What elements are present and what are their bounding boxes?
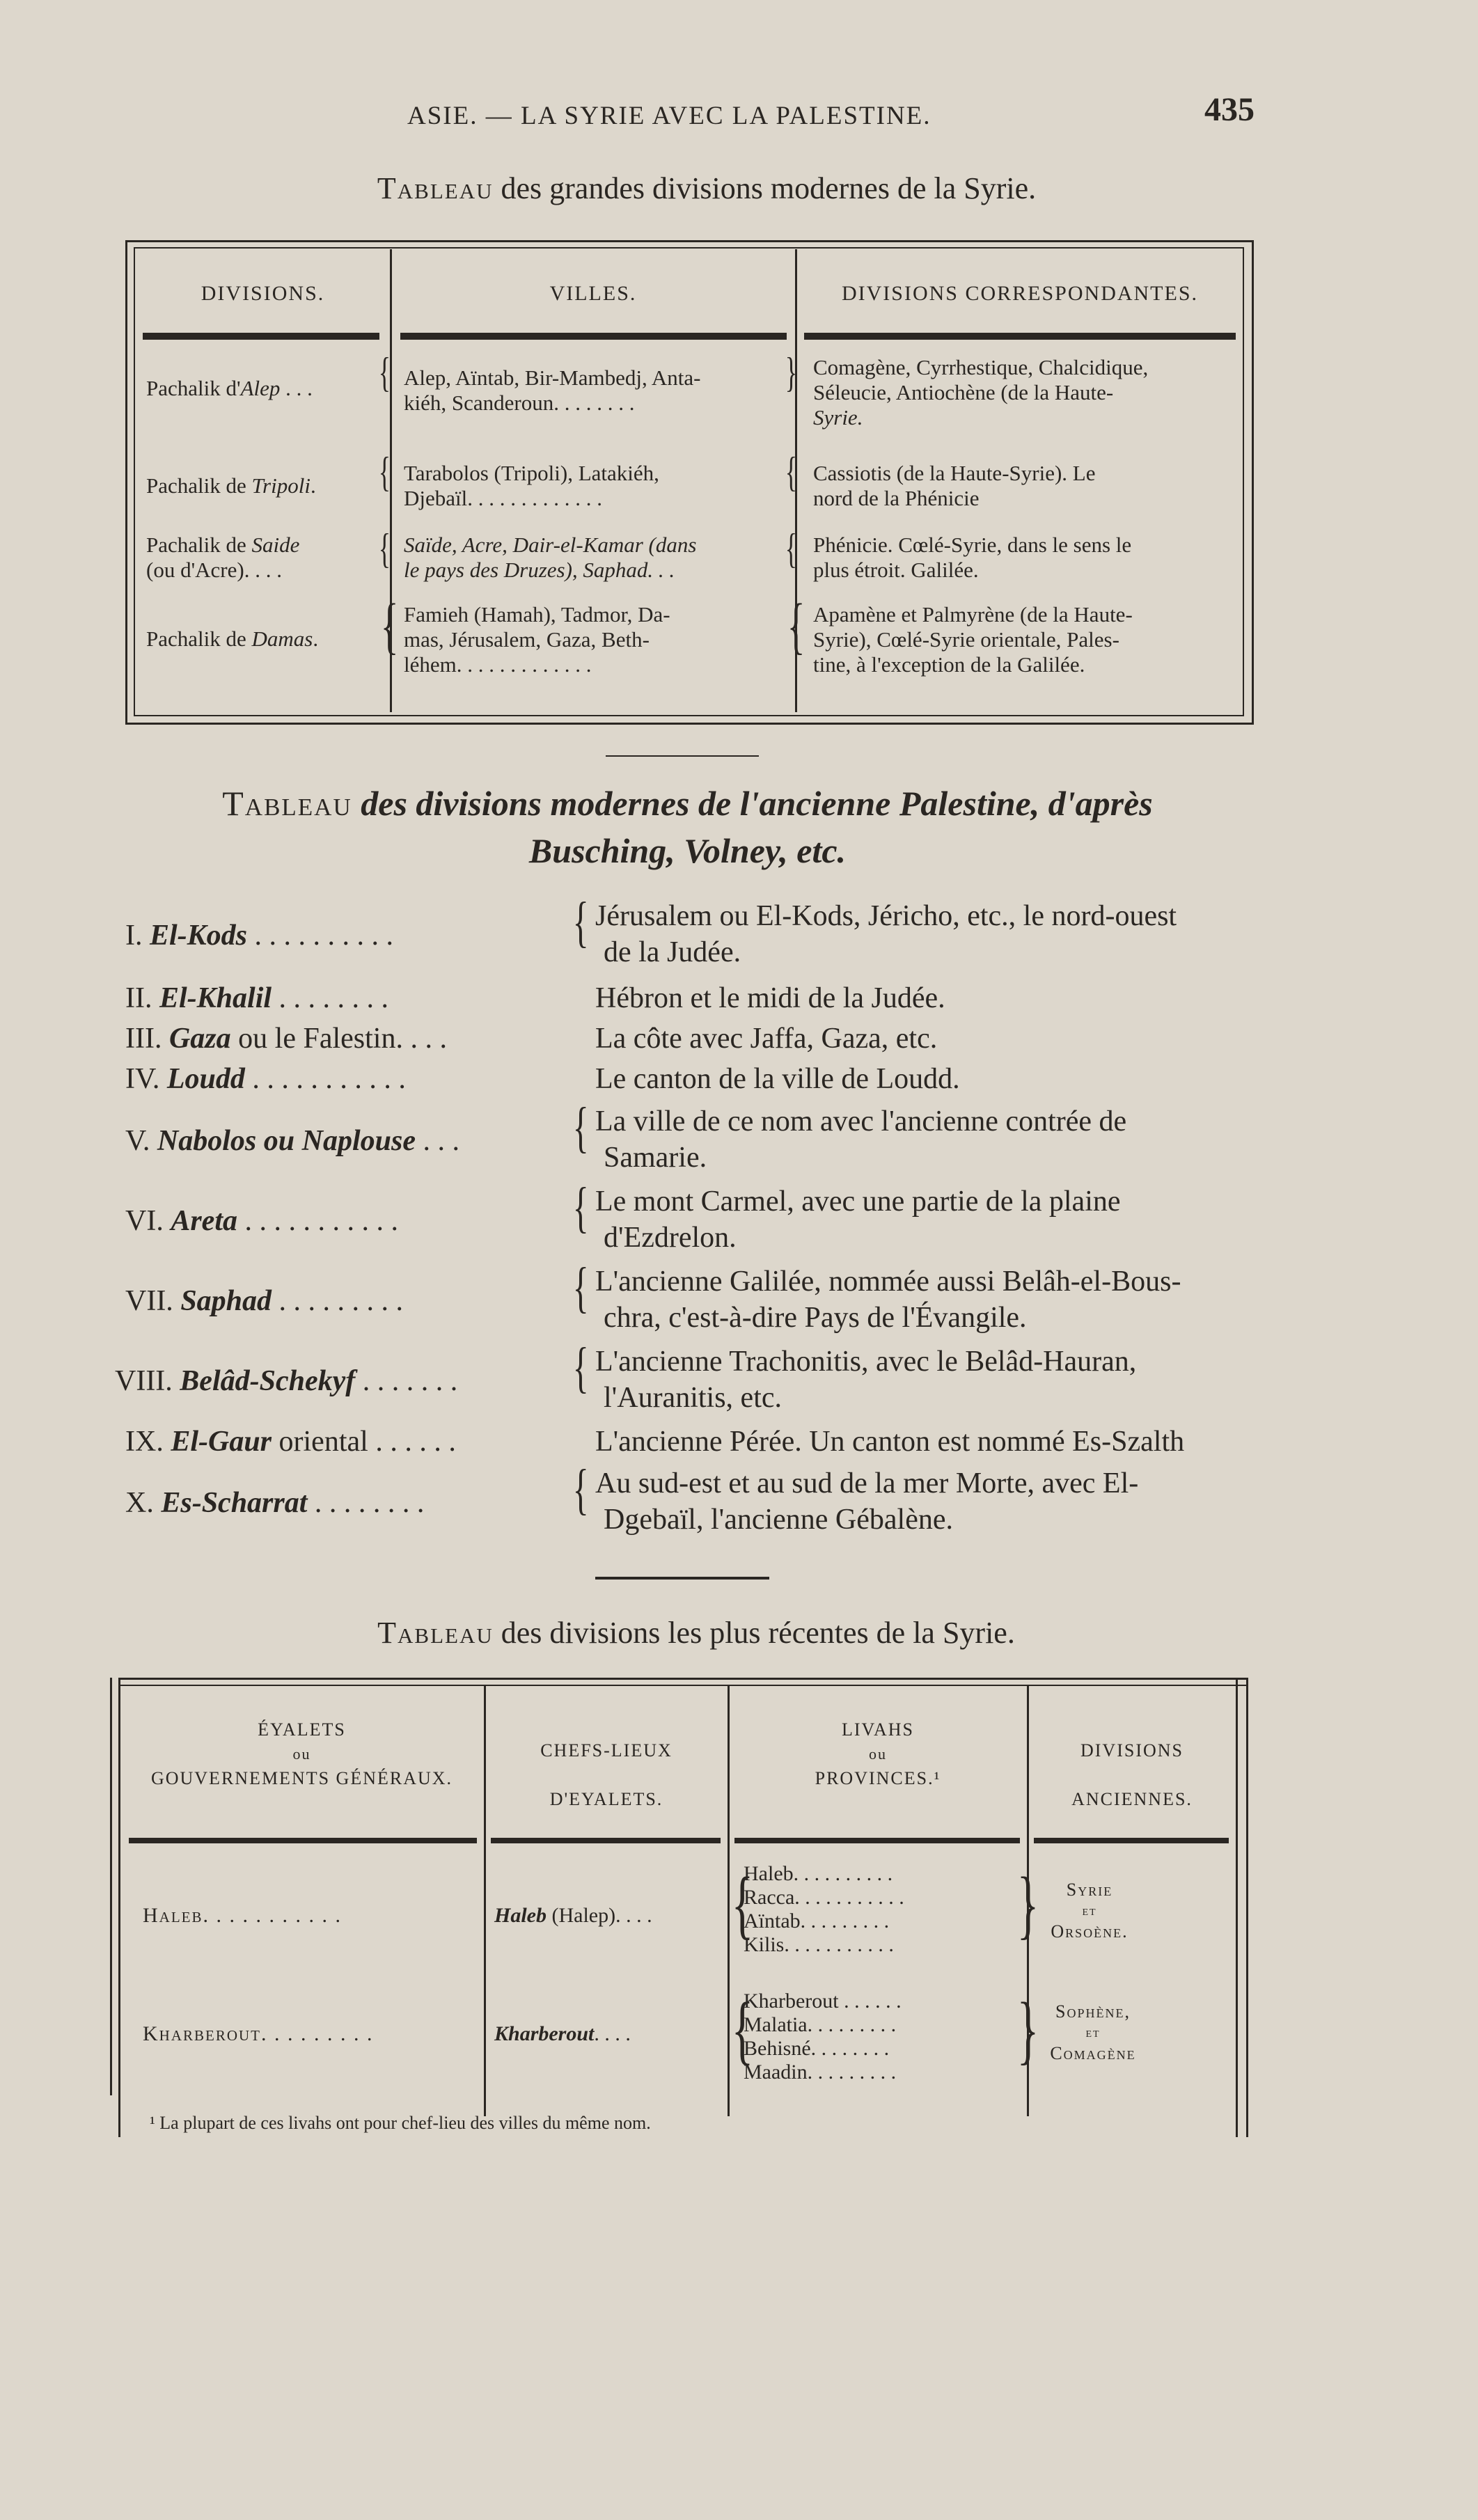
table3-header-rule xyxy=(491,1838,721,1843)
table1-title-rest: des grandes divisions modernes de la Syrie. xyxy=(501,171,1037,205)
table2-row-desc: L'ancienne Trachonitis, avec le Belâd-Hauran, l'Auranitis, etc. xyxy=(595,1346,1137,1414)
table2-row-label: IX. El-Gaur oriental . . . . . . xyxy=(125,1426,456,1458)
table2-title-cap: Tableau xyxy=(222,784,352,823)
table2-row-label: VI. Areta . . . . . . . . . . . xyxy=(125,1205,398,1237)
section-separator xyxy=(595,1577,769,1580)
table1-correspondantes: Comagène, Cyrrhestique, Chalcidique, Séleucie, Antiochène (de la Haute- Syrie. xyxy=(813,355,1149,430)
table2-row-label: III. Gaza ou le Falestin. . . . xyxy=(125,1023,447,1055)
table2-row-desc: L'ancienne Pérée. Un canton est nommé Es-Szalth xyxy=(595,1426,1185,1458)
table1-correspondantes: Cassiotis (de la Haute-Syrie). Le nord de la Phénicie xyxy=(813,461,1096,510)
brace: { xyxy=(572,892,589,953)
table1-correspondantes: Apamène et Palmyrène (de la Haute- Syrie), Cœlé-Syrie orientale, Pales- tine, à l'exception de la Galilée. xyxy=(813,602,1133,677)
table1-header-correspondantes: DIVISIONS CORRESPONDANTES. xyxy=(841,282,1199,305)
table3-header-livahs: LIVAHS ou PROVINCES.¹ xyxy=(815,1719,941,1788)
table1-title xyxy=(299,171,1114,206)
brace: { xyxy=(785,526,798,572)
table3-anciennes: Sophène, et Comagène xyxy=(1050,2001,1136,2063)
table1-header-divisions: DIVISIONS. xyxy=(201,282,325,305)
brace: { xyxy=(572,1337,589,1399)
table1-villes: Famieh (Hamah), Tadmor, Da- mas, Jérusalem, Gaza, Beth- léhem. . . . . . . . . . . . . xyxy=(404,602,670,677)
table3-livahs: Haleb. . . . . . . . . . Racca. . . . . . . . . . . Aïntab. . . . . . . . . Kilis. . . . . . . . . . . xyxy=(744,1862,904,1956)
table1-header-rule xyxy=(804,333,1236,340)
table2-title xyxy=(125,780,1250,874)
table3-header-anciennes: DIVISIONS ANCIENNES. xyxy=(1071,1740,1193,1809)
table3-eyalet: Kharberout. . . . . . . . . xyxy=(143,2022,374,2045)
table3-chef-lieu: Haleb (Halep). . . . xyxy=(494,1904,652,1927)
table1-title-cap: Tableau xyxy=(377,171,494,205)
brace: { xyxy=(572,1097,589,1158)
table1-division: Pachalik de Saide (ou d'Acre). . . . xyxy=(146,533,300,582)
table3-header-eyalets: ÉYALETS ou GOUVERNEMENTS GÉNÉRAUX. xyxy=(150,1719,453,1788)
table2-row-label: II. El-Khalil . . . . . . . . xyxy=(125,982,389,1014)
table3-eyalet: Haleb. . . . . . . . . . . xyxy=(143,1904,342,1927)
brace: } xyxy=(1016,1987,1039,2072)
table1-division: Pachalik de Tripoli. xyxy=(146,473,316,498)
table2-row-label: V. Nabolos ou Naplouse . . . xyxy=(125,1125,459,1157)
brace: { xyxy=(787,592,805,661)
table3-border xyxy=(1236,1678,1238,2137)
table1-header-rule xyxy=(143,333,379,340)
brace: { xyxy=(731,1987,754,2072)
section-separator xyxy=(606,755,759,757)
brace: } xyxy=(785,349,798,395)
table3-header-chefs-lieux: CHEFS-LIEUX D'EYALETS. xyxy=(540,1740,673,1809)
brace: { xyxy=(572,1177,589,1238)
brace: { xyxy=(572,1257,589,1318)
table3-chef-lieu: Kharberout. . . . xyxy=(494,2022,631,2045)
table3-header-rule xyxy=(1034,1838,1229,1843)
table3-top-rule xyxy=(118,1678,1246,1680)
brace: { xyxy=(785,449,798,495)
table2-title-line1: des divisions modernes de l'ancienne Palestine, d'après xyxy=(361,784,1153,823)
table1-header-villes: VILLES. xyxy=(549,282,637,305)
page-number: 435 xyxy=(1204,91,1255,128)
table2-row-desc: La côte avec Jaffa, Gaza, etc. xyxy=(595,1023,938,1055)
table2-row-desc: Jérusalem ou El-Kods, Jéricho, etc., le nord-ouest de la Judée. xyxy=(595,900,1177,968)
table1-villes: Saïde, Acre, Dair-el-Kamar (dans le pays des Druzes), Saphad. . . xyxy=(404,533,697,582)
table3-footnote: ¹ La plupart de ces livahs ont pour chef-lieu des villes du même nom. xyxy=(150,2113,651,2133)
table2-row-label: IV. Loudd . . . . . . . . . . . xyxy=(125,1063,406,1095)
table1-villes: Tarabolos (Tripoli), Latakiéh, Djebaïl. . . . . . . . . . . . . xyxy=(404,461,659,510)
table2-row-desc: Le canton de la ville de Loudd. xyxy=(595,1063,960,1095)
brace: { xyxy=(378,449,391,495)
brace: { xyxy=(378,526,391,572)
brace: { xyxy=(380,592,399,661)
table2-row-desc: Hébron et le midi de la Judée. xyxy=(595,982,945,1014)
table3-border xyxy=(1246,1678,1248,2137)
table3-title xyxy=(209,1615,1184,1651)
table3-anciennes: Syrie et Orsoène. xyxy=(1051,1880,1129,1942)
table2-row-desc: Le mont Carmel, avec une partie de la plaine d'Ezdrelon. xyxy=(595,1186,1121,1254)
table2-row-desc: L'ancienne Galilée, nommée aussi Belâh-el-Bous- chra, c'est-à-dire Pays de l'Évangile. xyxy=(595,1266,1181,1334)
table3-header-rule xyxy=(734,1838,1020,1843)
table3-border xyxy=(110,1678,112,2095)
table2-row-label: I. El-Kods . . . . . . . . . . xyxy=(125,920,394,952)
brace: { xyxy=(378,349,391,395)
table3-title-cap: Tableau xyxy=(377,1616,494,1650)
table3-header-rule xyxy=(129,1838,477,1843)
table1-villes: Alep, Aïntab, Bir-Mambedj, Anta- kiéh, Scanderoun. . . . . . . . xyxy=(404,365,701,415)
table3-livahs: Kharberout . . . . . . Malatia. . . . . . . . . Behisné. . . . . . . . Maadin. . . . . . . . . xyxy=(744,1990,902,2084)
table2-row-desc: Au sud-est et au sud de la mer Morte, avec El- Dgebaïl, l'ancienne Gébalène. xyxy=(595,1467,1139,1536)
table2-row-desc: La ville de ce nom avec l'ancienne contrée de Samarie. xyxy=(595,1105,1127,1174)
table2-title-line2: Busching, Volney, etc. xyxy=(528,831,847,870)
table2-row-label: VII. Saphad . . . . . . . . . xyxy=(125,1285,404,1317)
brace: { xyxy=(572,1459,589,1520)
table1-division: Pachalik de Damas. xyxy=(146,627,319,651)
running-title: ASIE. — LA SYRIE AVEC LA PALESTINE. xyxy=(407,102,931,130)
table3-top-rule xyxy=(118,1685,1246,1686)
brace: } xyxy=(1016,1861,1039,1946)
brace: { xyxy=(731,1861,754,1946)
table2-row-label: VIII. Belâd-Schekyf . . . . . . . xyxy=(115,1365,458,1397)
table1-header-rule xyxy=(400,333,787,340)
table1-correspondantes: Phénicie. Cœlé-Syrie, dans le sens le plus étroit. Galilée. xyxy=(813,533,1132,582)
table1-division: Pachalik d'Alep . . . xyxy=(146,376,313,400)
table2-row-label: X. Es-Scharrat . . . . . . . . xyxy=(125,1487,425,1519)
table3-title-rest: des divisions les plus récentes de la Syrie. xyxy=(501,1616,1015,1650)
